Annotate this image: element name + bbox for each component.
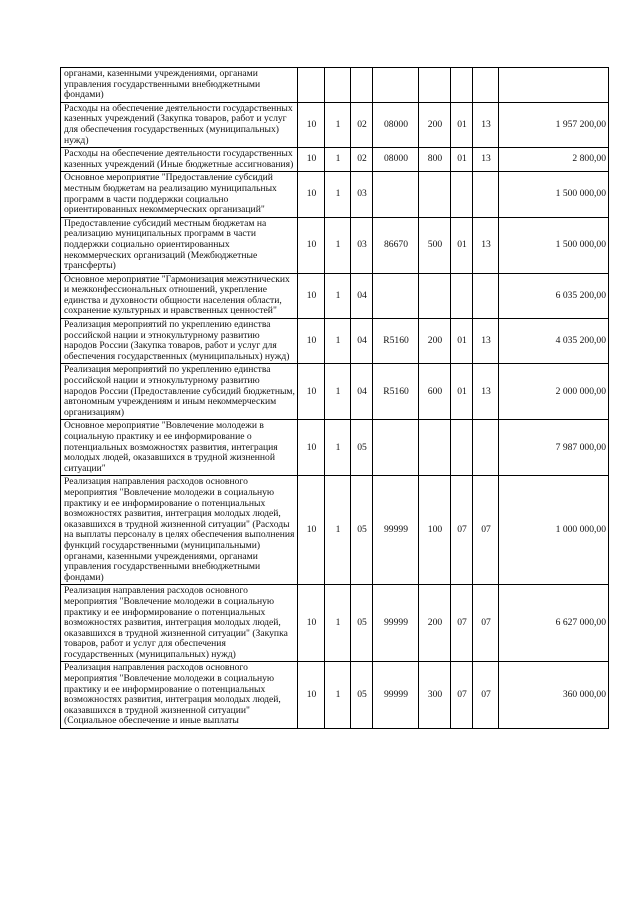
event-code: 04 — [357, 334, 367, 346]
table-row — [61, 662, 609, 729]
subsection-code-cell — [473, 172, 499, 217]
event-code: 04 — [357, 385, 367, 397]
section-code-cell — [451, 585, 473, 662]
expense-type-code-cell — [419, 172, 451, 217]
table-row — [61, 319, 609, 364]
subprogram-code-cell — [325, 364, 351, 420]
subsection-code: 13 — [481, 385, 491, 397]
program-code: 10 — [306, 188, 317, 200]
section-code: 01 — [457, 118, 467, 130]
expense-type-code: 800 — [427, 153, 443, 165]
direction-code-cell — [373, 68, 419, 103]
program-code: 10 — [306, 385, 317, 397]
direction-code-cell — [373, 364, 419, 420]
expense-type-code-cell — [419, 364, 451, 420]
expense-name: Реализация направления расходов основного мероприятия "Вовлечение молодежи в социальную практику и ее информирование о потенциальных возможностях развития, интеграция молодых людей, оказавшихся в трудной жизненной ситуации" (Социальное обеспечение и иные выплаты — [64, 662, 281, 727]
budget-table — [60, 67, 609, 729]
expense-name-cell — [61, 662, 298, 729]
program-code: 10 — [306, 334, 317, 346]
section-code-cell — [451, 420, 473, 476]
event-code-cell — [351, 68, 373, 103]
amount-cell — [499, 273, 609, 318]
program-code: 10 — [306, 289, 317, 301]
program-code-cell — [298, 148, 325, 172]
section-code-cell — [451, 273, 473, 318]
table-row — [61, 476, 609, 585]
subprogram-code-cell — [325, 662, 351, 729]
expense-name-cell — [61, 420, 298, 476]
subprogram-code: 1 — [335, 188, 341, 200]
event-code-cell — [351, 420, 373, 476]
event-code-cell — [351, 217, 373, 273]
subprogram-code: 1 — [335, 334, 341, 346]
section-code-cell — [451, 68, 473, 103]
expense-name-cell — [61, 148, 298, 172]
section-code-cell — [451, 102, 473, 147]
subprogram-code-cell — [325, 172, 351, 217]
program-code-cell — [298, 273, 325, 318]
direction-code-cell — [373, 476, 419, 585]
subprogram-code-cell — [325, 68, 351, 103]
amount-cell — [499, 102, 609, 147]
event-code: 05 — [357, 524, 367, 536]
subprogram-code-cell — [325, 148, 351, 172]
expense-name: органами, казенными учреждениями, органами управления государственными внебюджетными фондами) — [64, 68, 261, 101]
program-code: 10 — [306, 153, 317, 165]
expense-type-code: 200 — [427, 118, 443, 130]
section-code: 07 — [457, 617, 467, 629]
event-code-cell — [351, 102, 373, 147]
event-code: 05 — [357, 688, 367, 700]
expense-name-cell — [61, 102, 298, 147]
event-code-cell — [351, 273, 373, 318]
subprogram-code-cell — [325, 420, 351, 476]
expense-type-code-cell — [419, 148, 451, 172]
section-code-cell — [451, 217, 473, 273]
expense-type-code: 500 — [427, 238, 443, 250]
direction-code-cell — [373, 172, 419, 217]
program-code-cell — [298, 217, 325, 273]
expense-type-code: 300 — [427, 688, 443, 700]
amount: 6 035 200,00 — [555, 289, 606, 301]
expense-type-code: 600 — [427, 385, 443, 397]
event-code-cell — [351, 148, 373, 172]
subsection-code-cell — [473, 364, 499, 420]
expense-name-cell — [61, 217, 298, 273]
event-code: 03 — [357, 188, 367, 200]
amount-cell — [499, 585, 609, 662]
direction-code-cell — [373, 420, 419, 476]
direction-code: 99999 — [384, 524, 408, 536]
expense-name: Расходы на обеспечение деятельности государственных казенных учреждений (Иные бюджетные ассигнования) — [64, 148, 294, 170]
subsection-code: 07 — [481, 688, 491, 700]
event-code: 04 — [357, 289, 367, 301]
expense-type-code-cell — [419, 102, 451, 147]
table-row — [61, 68, 609, 103]
subprogram-code-cell — [325, 476, 351, 585]
event-code-cell — [351, 476, 373, 585]
expense-name-cell — [61, 585, 298, 662]
program-code: 10 — [306, 441, 317, 453]
table-row — [61, 420, 609, 476]
program-code-cell — [298, 364, 325, 420]
expense-type-code-cell — [419, 273, 451, 318]
table-row — [61, 172, 609, 217]
amount-cell — [499, 420, 609, 476]
subsection-code: 13 — [481, 238, 491, 250]
amount: 2 000 000,00 — [555, 385, 606, 397]
expense-type-code-cell — [419, 585, 451, 662]
subprogram-code-cell — [325, 217, 351, 273]
subprogram-code: 1 — [335, 289, 341, 301]
section-code: 07 — [457, 688, 467, 700]
expense-name: Реализация мероприятий по укреплению единства российской нации и этнокультурному развитию народов России (Закупка товаров, работ и услуг для обеспечения государственных (муниципальных) нужд) — [64, 319, 290, 362]
program-code: 10 — [306, 118, 317, 130]
expense-type-code-cell — [419, 68, 451, 103]
amount: 4 035 200,00 — [555, 334, 606, 346]
section-code: 01 — [457, 334, 467, 346]
section-code: 07 — [457, 524, 467, 536]
direction-code-cell — [373, 662, 419, 729]
amount-cell — [499, 217, 609, 273]
amount-cell — [499, 662, 609, 729]
subprogram-code: 1 — [335, 153, 341, 165]
expense-type-code: 200 — [427, 617, 443, 629]
expense-name-cell — [61, 319, 298, 364]
amount-cell — [499, 319, 609, 364]
expense-type-code-cell — [419, 319, 451, 364]
program-code-cell — [298, 172, 325, 217]
amount-cell — [499, 68, 609, 103]
amount: 360 000,00 — [562, 688, 606, 700]
table-row — [61, 585, 609, 662]
expense-name: Реализация направления расходов основного мероприятия "Вовлечение молодежи в социальную практику и ее информирование о потенциальных возможностях развития, интеграция молодых людей, оказавшихся в трудной жизненной ситуации" (Расходы на выплаты персоналу в целях обеспечения выполнения функций государственными (муниципальными) органами, казенными учреждениями, органами управления государственными внебюджетными фондами) — [64, 476, 295, 583]
event-code-cell — [351, 364, 373, 420]
program-code-cell — [298, 102, 325, 147]
subsection-code: 13 — [481, 334, 491, 346]
program-code-cell — [298, 68, 325, 103]
expense-name: Реализация направления расходов основного мероприятия "Вовлечение молодежи в социальную практику и ее информирование о потенциальных возможностях развития, интеграция молодых людей, оказавшихся в трудной жизненной ситуации" (Закупка товаров, работ и услуг для обеспечения государственных (муниципальных) нужд) — [64, 585, 288, 660]
expense-name-cell — [61, 68, 298, 103]
subsection-code-cell — [473, 476, 499, 585]
event-code-cell — [351, 585, 373, 662]
event-code: 02 — [357, 153, 367, 165]
subprogram-code: 1 — [335, 524, 341, 536]
amount-cell — [499, 364, 609, 420]
direction-code: R5160 — [383, 385, 409, 397]
direction-code: 86670 — [384, 238, 408, 250]
subsection-code: 07 — [481, 617, 491, 629]
program-code-cell — [298, 319, 325, 364]
direction-code-cell — [373, 273, 419, 318]
direction-code: 99999 — [384, 688, 408, 700]
subsection-code-cell — [473, 102, 499, 147]
amount: 1 000 000,00 — [555, 524, 606, 536]
amount: 1 500 000,00 — [555, 238, 606, 250]
subprogram-code-cell — [325, 319, 351, 364]
subprogram-code-cell — [325, 273, 351, 318]
table-row — [61, 217, 609, 273]
expense-name: Реализация мероприятий по укреплению единства российской нации и этнокультурному развитию народов России (Предоставление субсидий бюджетным, автономным учреждениям и иным некоммерческим организациям) — [64, 364, 295, 418]
event-code-cell — [351, 319, 373, 364]
direction-code-cell — [373, 102, 419, 147]
expense-name: Предоставление субсидий местным бюджетам на реализацию муниципальных программ в части поддержки социально ориентированных некоммерческих организаций (Межбюджетные трансферты) — [64, 217, 267, 272]
expense-name-cell — [61, 172, 298, 217]
subsection-code: 13 — [481, 153, 491, 165]
program-code-cell — [298, 476, 325, 585]
expense-name: Основное мероприятие "Вовлечение молодежи в социальную практику и ее информирование о потенциальных возможностях развития, интеграция молодых людей, оказавшихся в трудной жизненной ситуации" — [64, 420, 278, 474]
amount: 1 957 200,00 — [555, 118, 606, 130]
subprogram-code: 1 — [335, 441, 341, 453]
subprogram-code: 1 — [335, 238, 341, 250]
subsection-code-cell — [473, 662, 499, 729]
subprogram-code: 1 — [335, 118, 341, 130]
section-code-cell — [451, 319, 473, 364]
subsection-code-cell — [473, 585, 499, 662]
direction-code: 08000 — [384, 118, 408, 130]
subsection-code-cell — [473, 273, 499, 318]
section-code-cell — [451, 172, 473, 217]
direction-code: 08000 — [384, 153, 408, 165]
expense-name-cell — [61, 476, 298, 585]
program-code: 10 — [306, 617, 317, 629]
event-code: 03 — [357, 238, 367, 250]
expense-type-code-cell — [419, 420, 451, 476]
table-row — [61, 148, 609, 172]
amount-cell — [499, 476, 609, 585]
event-code: 05 — [357, 441, 367, 453]
amount: 6 627 000,00 — [555, 617, 606, 629]
expense-name-cell — [61, 364, 298, 420]
subprogram-code: 1 — [335, 617, 341, 629]
event-code: 02 — [357, 118, 367, 130]
section-code: 01 — [457, 385, 467, 397]
subsection-code-cell — [473, 319, 499, 364]
direction-code: R5160 — [383, 334, 409, 346]
table-row — [61, 102, 609, 147]
section-code-cell — [451, 148, 473, 172]
direction-code-cell — [373, 148, 419, 172]
expense-type-code: 100 — [427, 524, 443, 536]
amount-cell — [499, 148, 609, 172]
amount: 2 800,00 — [572, 153, 606, 165]
expense-type-code-cell — [419, 476, 451, 585]
direction-code-cell — [373, 319, 419, 364]
program-code-cell — [298, 585, 325, 662]
subsection-code-cell — [473, 68, 499, 103]
section-code: 01 — [457, 238, 467, 250]
expense-name-cell — [61, 273, 298, 318]
subsection-code: 07 — [481, 524, 491, 536]
document-page — [60, 67, 608, 729]
section-code-cell — [451, 662, 473, 729]
subsection-code-cell — [473, 420, 499, 476]
program-code: 10 — [306, 688, 317, 700]
event-code: 05 — [357, 617, 367, 629]
expense-type-code-cell — [419, 217, 451, 273]
event-code-cell — [351, 172, 373, 217]
table-row — [61, 273, 609, 318]
event-code-cell — [351, 662, 373, 729]
subsection-code-cell — [473, 148, 499, 172]
expense-name: Расходы на обеспечение деятельности государственных казенных учреждений (Закупка товаров, работ и услуг для обеспечения государственных (муниципальных) нужд) — [64, 102, 293, 146]
subprogram-code-cell — [325, 102, 351, 147]
direction-code: 99999 — [384, 617, 408, 629]
section-code-cell — [451, 364, 473, 420]
section-code-cell — [451, 476, 473, 585]
table-body — [61, 68, 609, 729]
subprogram-code-cell — [325, 585, 351, 662]
program-code-cell — [298, 662, 325, 729]
amount: 7 987 000,00 — [555, 441, 606, 453]
direction-code-cell — [373, 585, 419, 662]
amount: 1 500 000,00 — [555, 188, 606, 200]
expense-name: Основное мероприятие "Гармонизация межэтнических и межконфессиональных отношений, укрепление единства и духовности общности населения области, сохранение культурных и нравственных ценностей" — [64, 273, 290, 317]
subprogram-code: 1 — [335, 385, 341, 397]
expense-name: Основное мероприятие "Предоставление субсидий местным бюджетам на реализацию муниципальных программ в части поддержки социально ориентированных некоммерческих организаций" — [64, 172, 277, 216]
program-code: 10 — [306, 238, 317, 250]
table-row — [61, 364, 609, 420]
expense-type-code: 200 — [427, 334, 443, 346]
subsection-code-cell — [473, 217, 499, 273]
amount-cell — [499, 172, 609, 217]
direction-code-cell — [373, 217, 419, 273]
expense-type-code-cell — [419, 662, 451, 729]
subprogram-code: 1 — [335, 688, 341, 700]
program-code: 10 — [306, 524, 317, 536]
program-code-cell — [298, 420, 325, 476]
section-code: 01 — [457, 153, 467, 165]
subsection-code: 13 — [481, 118, 491, 130]
